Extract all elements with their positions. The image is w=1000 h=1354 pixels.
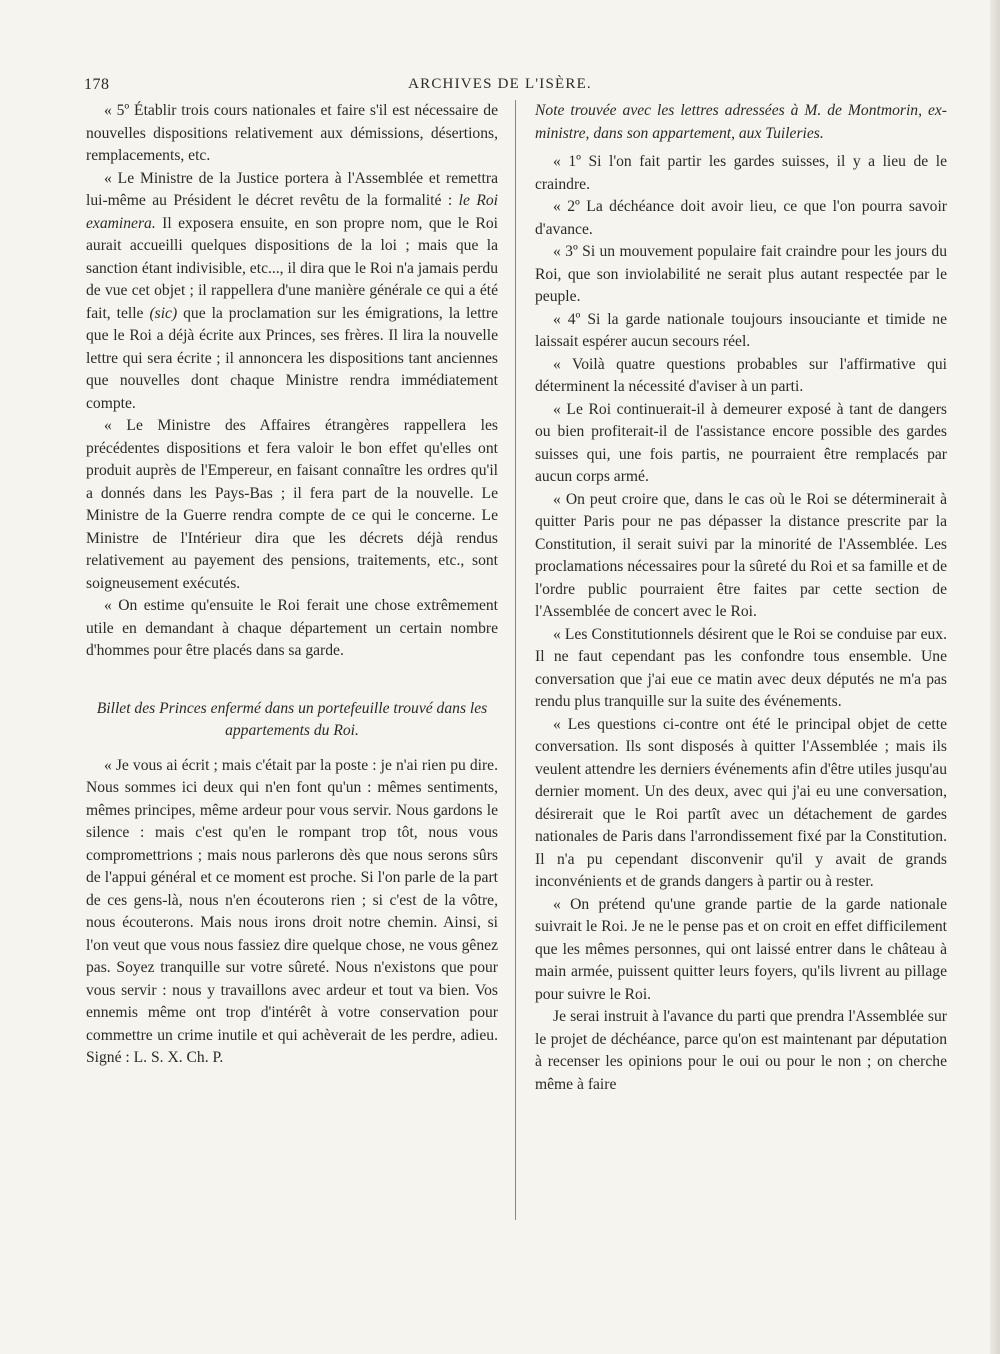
paragraph: « On peut croire que, dans le cas où le Roi se déterminerait à quitter Paris pour ne pas dépasser la distance prescrite par la Constitution, il serait suivi par la minorité de l'Assemblée. Les proclamations nécessaires pour la sûreté du Roi et sa famille et de l'ordre public pourraient être faites par cette section de l'Assemblée de concert avec le Roi. — [535, 490, 947, 620]
paragraph: « On estime qu'ensuite le Roi ferait une chose extrêmement utile en demandant à chaque département un certain nombre d'hommes pour être placés dans sa garde. — [86, 597, 498, 659]
paragraph: « 2º La déchéance doit avoir lieu, ce que l'on pourra savoir d'avance. — [535, 198, 947, 238]
italic-phrase: le Roi examinera. — [86, 192, 498, 232]
paragraph-text: Il exposera ensuite, en son propre nom, que le Roi aurait accueilli quelques dispositions de la loi ; mais que la sanction étant indivisible, etc..., il dira que le Roi n'a jamais perdu de vue cet objet ; il rappellera d'une manière générale ce qui a été fait, telle — [86, 214, 499, 322]
paragraph — [86, 168, 498, 416]
paragraph: « 4º Si la garde nationale toujours insouciante et timide ne laissait espérer aucun secours réel. — [535, 310, 947, 350]
paragraph-text: que la proclamation sur les émigrations, la lettre que le Roi a déjà écrite aux Princes, ses frères. Il lira la nouvelle lettre qui sera écrite ; il annoncera les dispositions tant anciennes que nouvelles dont chaque Ministre rendra immédiatement compte. — [86, 304, 498, 412]
running-title: ARCHIVES DE L'ISÈRE. — [408, 76, 592, 92]
paragraph: « Voilà quatre questions probables sur l'affirmative qui déterminent la nécessité d'aviser à un parti. — [535, 355, 947, 395]
paragraph: « Les questions ci-contre ont été le principal objet de cette conversation. Ils sont disposés à quitter l'Assemblée ; mais ils veulent attendre les derniers événements afin d'être utiles jusqu'au dernier moment. Un des deux, avec qui j'ai eu une conversation, désirerait que le Roi partît avec un détachement de gardes nationales de Paris dans l'arrondissement fixé par la Constitution. Il n'a pu cependant disconvenir qu'il y avait de grands inconvénients et de grands dangers à partir ou à rester. — [535, 715, 947, 890]
paragraph: « Le Ministre des Affaires étrangères rappellera les précédentes dispositions et fera valoir le bon effet qu'elles ont produit auprès de l'Empereur, en faisant connaître les ordres qu'il a donnés dans les Pays-Bas ; il fera part de la nouvelle. Le Ministre de la Guerre rendra compte de ce qui le concerne. Le Ministre de l'Intérieur dira que les décrets déjà rendus relativement au payement des pensions, traitements, etc., sont soigneusement exécutés. — [86, 417, 498, 592]
paragraph: « 5º Établir trois cours nationales et faire s'il est nécessaire de nouvelles dispositions relativement aux démissions, désertions, remplacements, etc. — [86, 102, 498, 164]
paragraph: « 3º Si un mouvement populaire fait craindre pour les jours du Roi, que son inviolabilité ne serait plus autant respectée par le peuple. — [535, 243, 947, 305]
paragraph-text: « Le Ministre de la Justice portera à l'Assemblée et remettra lui-même au Président le décret revêtu de la formalité : — [86, 169, 498, 209]
page-number: 178 — [84, 76, 110, 93]
paragraph: « Le Roi continuerait-il à demeurer exposé à tant de dangers ou bien profiterait-il de l'assistance encore possible des gardes suisses qui, une fois partis, ne pourraient être remplacés par aucun corps armé. — [535, 400, 947, 485]
section-heading: Note trouvée avec les lettres adressées à M. de Montmorin, ex-ministre, dans son appartement, aux Tuileries. — [535, 102, 947, 142]
letter-text: « Je vous ai écrit ; mais c'était par la poste : je n'ai rien pu dire. Nous sommes ici deux qui n'en font qu'un : mêmes sentiments, mêmes principes, même ardeur pour vous servir. Nous gardons le silence : mais c'est qu'en le rompant trop tôt, nous vous compromettrions ; mais nous parlerons dès que nous serons sûrs de l'appui général et ce moment est proche. Si l'on parle de la part de ces gens-là, nous n'en écouterons rien ; si c'est de la vôtre, nous écouterons. Mais nous irons droit notre chemin. Ainsi, si l'on veut que vous nous fassiez dire quelque chose, ne vous gênez pas. Soyez tranquille sur votre sûreté. Nous n'existons que pour vous servir : nous y travaillons avec ardeur et tout va bien. Vos ennemis même ont trop d'intérêt à votre conservation pour commettre un crime inutile et qui achèverait de les perdre, adieu. Signé : L. S. X. Ch. P. — [86, 756, 498, 1066]
right-column — [535, 100, 947, 1096]
left-column — [86, 100, 498, 1070]
paragraph: Je serai instruit à l'avance du parti que prendra l'Assemblée sur le projet de déchéance, parce qu'on est maintenant par députation à recenser les opinions pour le oui ou pour le non ; on cherche même à faire — [535, 1008, 947, 1093]
paragraph: « 1º Si l'on fait partir les gardes suisses, il y a lieu de le craindre. — [535, 153, 947, 193]
section-heading: Billet des Princes enfermé dans un portefeuille trouvé dans les appartements du Roi. — [96, 699, 488, 739]
paragraph: « On prétend qu'une grande partie de la garde nationale suivrait le Roi. Je ne le pense pas et on croit en effet difficilement que les mêmes personnes, qui ont laissé entrer dans le château à main armée, puissent quitter leurs foyers, qu'ils livrent au pillage pour suivre le Roi. — [535, 895, 947, 1003]
section-gap — [86, 663, 498, 698]
scan-edge — [990, 0, 1000, 1354]
paragraph: « Les Constitutionnels désirent que le Roi se conduise par eux. Il ne faut cependant pas les confondre tous ensemble. Une conversation que j'ai eue ce matin avec deux députés ne m'a pas rendu plus tranquille sur la suite des événements. — [535, 625, 947, 710]
column-divider — [515, 100, 516, 1220]
sic-note: (sic) — [149, 304, 178, 322]
